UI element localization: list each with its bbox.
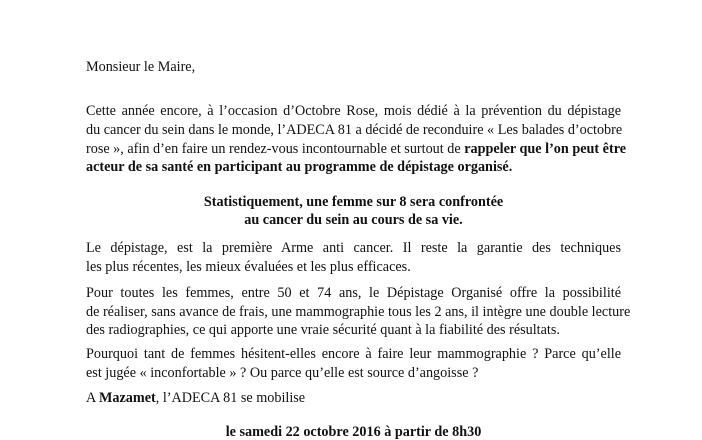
paragraph-3-line-3: des radiographies, ce qui apporte une vraie sécurité quant à la fiabilité des résultats. bbox=[86, 322, 560, 338]
paragraph-1-line-3-emphasis: rappeler que l’on peut être bbox=[464, 141, 627, 157]
paragraph-1-line-3 bbox=[86, 141, 627, 157]
paragraph-1-line-3-text: rose », afin d’en faire un rendez-vous incontournable et surtout de bbox=[86, 141, 465, 157]
paragraph-3-line-2: de réaliser, sans avance de frais, une mammographie tous les 2 ans, il intègre une double lecture bbox=[86, 304, 631, 320]
city-name: Mazamet bbox=[99, 390, 156, 406]
paragraph-1-line-4: acteur de sa santé en participant au programme de dépistage organisé. bbox=[86, 159, 513, 175]
paragraph-5-prefix: A bbox=[86, 390, 100, 406]
paragraph-4-line-1: Pourquoi tant de femmes hésitent-elles encore à faire leur mammographie ? Parce qu’elle bbox=[86, 346, 621, 362]
paragraph-3-line-1: Pour toutes les femmes, entre 50 et 74 ans, le Dépistage Organisé offre la possibilité bbox=[86, 285, 621, 301]
paragraph-2-line-1: Le dépistage, est la première Arme anti cancer. Il reste la garantie des techniques bbox=[86, 240, 621, 256]
event-date-line: le samedi 22 octobre 2016 à partir de 8h30 bbox=[225, 424, 482, 440]
paragraph-4-line-2: est jugée « inconfortable » ? Ou parce qu’elle est source d’angoisse ? bbox=[86, 365, 479, 381]
paragraph-5-suffix: , l’ADECA 81 se mobilise bbox=[155, 390, 306, 406]
statistic-line-2: au cancer du sein au cours de sa vie. bbox=[244, 212, 463, 228]
statistic-line-1: Statistiquement, une femme sur 8 sera confrontée bbox=[203, 194, 504, 210]
paragraph-2-line-2: les plus récentes, les mieux évaluées et les plus efficaces. bbox=[86, 259, 411, 275]
paragraph-1-line-2: du cancer du sein dans le monde, l’ADECA 81 a décidé de reconduire « Les balades d’octobre bbox=[86, 122, 623, 138]
paragraph-5 bbox=[86, 390, 621, 406]
paragraph-1-line-1: Cette année encore, à l’occasion d’Octobre Rose, mois dédié à la prévention du dépistage bbox=[86, 103, 621, 119]
salutation: Monsieur le Maire, bbox=[86, 59, 196, 75]
